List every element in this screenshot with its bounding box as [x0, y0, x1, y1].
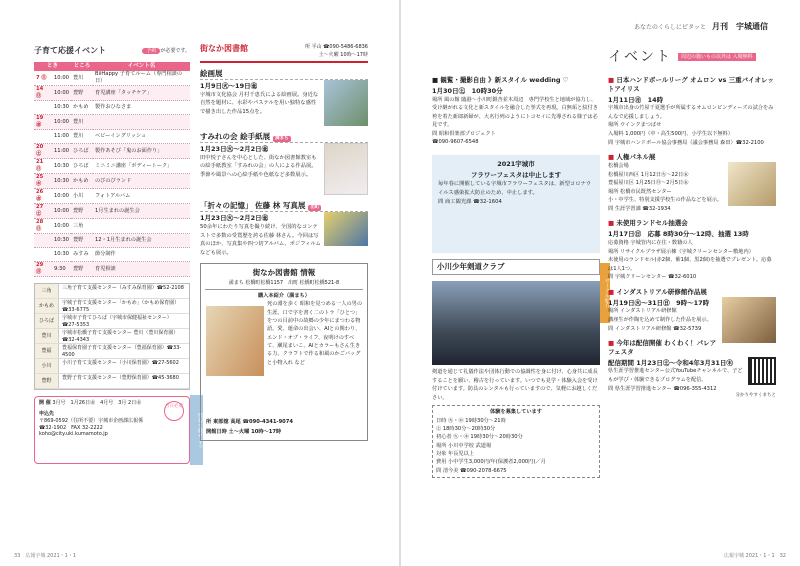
- table-header-cell: イベント名: [93, 62, 190, 71]
- contact-box: [34, 396, 203, 464]
- table-cell: かもめ: [71, 101, 93, 115]
- submit-info-tab: 情報を載せよう: [190, 395, 203, 465]
- qr-label: 分かりやすくまちと: [735, 393, 776, 399]
- table-cell: 29 ㊊: [34, 262, 52, 277]
- event-line: 小・中学生、特別支援学校生の作品などを展示。: [608, 197, 723, 204]
- table-cell: のびのびランド: [93, 174, 190, 189]
- center-row: [35, 329, 189, 344]
- contact-kaisai: 開 催: [39, 400, 51, 407]
- event-line: 豊福屋川区 1月25日㊊～2月5日㊎: [608, 180, 689, 187]
- kendo-tel: 問 清今美 ☎090-2078-6675: [436, 467, 507, 474]
- spacer: [432, 44, 600, 70]
- library-box-title: 街なか図書館 情報: [252, 268, 316, 278]
- event-line: 松橋会場: [608, 162, 629, 169]
- library-item: [200, 201, 368, 257]
- library-hours: 土～火曜 10時～17時: [318, 51, 368, 58]
- event-list: [608, 76, 776, 393]
- wedding-date: 1月30日㊏ 10時30分: [432, 86, 503, 95]
- library-item: [200, 69, 368, 126]
- flower-festa-panel: [432, 155, 600, 253]
- center-value: 宇城市松橋子育て支援センター 豊川（豊川保育園）☎32-4343: [62, 330, 179, 344]
- table-cell: 製作あそび「鬼のお面作り」: [93, 144, 190, 159]
- event-item: [608, 288, 776, 333]
- event-title-bar: [608, 44, 776, 70]
- wedding-item: [432, 76, 600, 147]
- table-row: [34, 159, 190, 174]
- table-cell: [34, 130, 52, 144]
- event-line: 問 宇城クリーンセンター ☎32-6010: [608, 274, 697, 281]
- center-value: 三角子育て支援センター（みすみ保育園）☎52-2108: [62, 285, 184, 292]
- event-line: 問 宇城市ハンドボール協会事務局（議会事務局 森田）☎32-2100: [608, 139, 764, 146]
- right-column-b: [608, 44, 776, 399]
- center-key: 豊川: [35, 329, 59, 343]
- wedding-head: ■ 観覧・撮影自由 》新スタイル wedding ♡: [432, 76, 569, 84]
- table-cell: ひろば: [71, 144, 93, 159]
- table-cell: 育児講座「タッチケア」: [93, 86, 190, 101]
- table-cell: 三角: [71, 219, 93, 234]
- event-table-header: [34, 62, 190, 71]
- event-table: [34, 62, 190, 277]
- table-cell: みすみ: [71, 248, 93, 262]
- exhibit-photo: [324, 212, 368, 246]
- library-items: [200, 69, 368, 257]
- table-cell: ベビーイングリッシュ: [93, 130, 190, 144]
- kendo-title: 小川少年剣道クラブ: [432, 259, 600, 275]
- table-cell: 10:00: [52, 189, 71, 204]
- center-key: 豊野: [35, 374, 59, 388]
- event-line: 県生涯学習推進センター公式YouTubeチャンネルで、子どもが学び・体験できるプログラムを配信。: [608, 368, 743, 383]
- table-cell: 10:30: [52, 234, 71, 248]
- kendo-text: 剣道を通じて礼儀作法や団体行動での協調性を身に付け、心身共に成長することを願い、稽古を行っています。いつでも見学・体験入会を受け付けています。防具のレンタルも行っていますので、気軽にお越しください。: [432, 369, 598, 401]
- flower-tel: 問 商工観光課 ☎32-1604: [438, 198, 502, 205]
- table-row: [34, 144, 190, 159]
- table-cell: 小川: [71, 189, 93, 204]
- event-line: 応募資格 宇城管内に在住・数籍の人: [608, 239, 693, 246]
- deadline-stamp: 当日必着: [164, 401, 184, 421]
- table-cell: [34, 101, 52, 115]
- kendo-target: 対象 年長児以上: [436, 451, 474, 457]
- event-line: 講座生が作陶を込めて制作した作品を展示。: [608, 316, 712, 323]
- center-row: [35, 344, 189, 359]
- table-cell: [34, 234, 52, 248]
- table-cell: 11:00: [52, 144, 71, 159]
- library-item-title: すみれの会 絵手紙展 満まち: [200, 132, 368, 143]
- event-photo: [728, 162, 776, 206]
- event-photo: [722, 297, 776, 343]
- table-cell: 9:30: [52, 262, 71, 277]
- table-row: [34, 234, 190, 248]
- table-cell: 26 ㊎: [34, 189, 52, 204]
- table-header-cell: とき: [34, 62, 71, 71]
- event-line: 宇城市出身の竹屋千夏選手が所属するオムロンピンディーズの試合をみんなで応援しましょう。: [608, 105, 774, 120]
- library-item-date: 1月23日㊋～2月2日㊎: [200, 214, 269, 223]
- library-phone: 所 平山 ☎090-5486-6836: [304, 44, 368, 50]
- table-cell: 10:30: [52, 174, 71, 189]
- flower-title-1: 2021宇城市: [497, 160, 535, 168]
- event-heading: ■ 人権パネル展: [608, 153, 776, 162]
- center-row: [35, 299, 189, 314]
- event-title: イベント: [608, 48, 672, 65]
- event-item: [608, 219, 776, 281]
- header-title: 月刊 宇城通信: [712, 22, 768, 31]
- childcare-title: 子育て応援イベント: [34, 45, 106, 55]
- library-box-text: 死の淵を歩く 昭和を見つめる一人の男の生涯。口で字を書く二のトラ「ひとつ」をつの目前中の故郷の少年にまつわる物語。愛、運命の出会い、AIとの関わり、エンド・オブ・ライフ、夜明けのすべて、瀬尾まいこ、AIとカラーもさん生きる力、クラフトで作る和風のかごバッグと小物入れ など: [267, 301, 363, 366]
- event-item: [608, 339, 776, 393]
- table-cell: 10:30: [52, 159, 71, 174]
- library-item-date: 1月23日㊋～2月2日㊎: [200, 145, 269, 154]
- table-row: [34, 71, 190, 86]
- event-date: 1月11日㊊ 14時: [608, 95, 664, 104]
- center-row: [35, 284, 189, 299]
- event-heading: ■ 未使用ランドセル抽選会: [608, 219, 776, 228]
- library-info-box: [200, 263, 368, 441]
- kendo-fee: 費用 小中学生3,000円/年(保護者2,000円)／月: [436, 459, 546, 466]
- table-cell: BiiHappy 子育てルーム（専門相談の日）: [93, 71, 190, 86]
- table-cell: [93, 115, 190, 130]
- event-line: 未使用のランドセル(赤2個、紫1個、黒2個)を抽選でプレゼント。応募は1人1つ。: [608, 257, 772, 272]
- table-cell: 10:00: [52, 204, 71, 219]
- table-cell: 豊川: [71, 71, 93, 86]
- table-cell: 21 ㊐: [34, 159, 52, 174]
- left-page-number: 33 広報宇城 2021・1・1: [14, 553, 77, 560]
- table-row: [34, 204, 190, 219]
- contact-mail[interactable]: koho@city.uki.kumamoto.jp: [39, 431, 108, 438]
- table-cell: ひろば: [71, 159, 93, 174]
- library-header: [200, 44, 368, 63]
- qr-code-icon: [748, 357, 776, 385]
- table-row: [34, 174, 190, 189]
- table-cell: 豊野: [71, 262, 93, 277]
- table-cell: 12・1月生まれの誕生会: [93, 234, 190, 248]
- table-cell: 28 ㊐: [34, 219, 52, 234]
- table-cell: 10:30: [52, 248, 71, 262]
- center-key: ひろば: [35, 314, 59, 328]
- event-line: 問 県生涯学習推進センター ☎096-355-4312: [608, 385, 717, 392]
- table-cell: 豊川: [71, 130, 93, 144]
- table-row: [34, 248, 190, 262]
- header-sub: あなたのくらしにピタッと: [633, 24, 706, 31]
- table-row: [34, 115, 190, 130]
- kendo-section: [432, 259, 610, 478]
- center-row: [35, 374, 189, 389]
- book-cover-image: [206, 306, 264, 376]
- event-line: 松橋屋川西区 1月12日㊋～22日㊎: [608, 171, 689, 178]
- table-cell: 1月生まれの誕生会: [93, 204, 190, 219]
- library-item-title: 「折々の記憶」 佐藤 林 写真展 出町: [200, 201, 368, 212]
- table-cell: 豊野: [71, 86, 93, 101]
- table-cell: 19 ㊎: [34, 115, 52, 130]
- center-value: 小川子育て支援センター（小川保育園）☎27-5602: [62, 360, 179, 367]
- contact-schedule-row: [39, 400, 185, 407]
- kendo-schedule: [432, 405, 600, 478]
- table-row: [34, 86, 190, 101]
- right-column-a: [432, 44, 610, 478]
- contact-address: 〒869-0592（住所不要）宇城市企画課広報係: [39, 417, 144, 424]
- library-item-tag: 満まち: [275, 136, 289, 142]
- library-item-date: 1月9日㊋～19日㊎: [200, 82, 258, 91]
- library-item-text: 田中悦子さんを中心とした、街なか図書館教室もの絵手紙教室「すみれの会」の人による作品展。季節や風景への心絵手紙や色紙など多数展示。: [200, 155, 317, 178]
- table-row: [34, 101, 190, 115]
- table-cell: フォトアルバム: [93, 189, 190, 204]
- table-cell: 10:00: [52, 86, 71, 101]
- center-row: [35, 314, 189, 329]
- table-row: [34, 130, 190, 144]
- flower-text: 毎年春に開催している宇城市フラワーフェスタは、新型コロナウイルス感染拡大防止のため、中止します。: [438, 181, 592, 197]
- event-heading: ■ 日本ハンドボールリーグ オムロン vs 三重バイオレットアイリス: [608, 76, 776, 94]
- kendo-group-photo: [432, 281, 600, 365]
- flower-title-2: フラワーフェスタは中止します: [470, 170, 562, 179]
- table-cell: 25 ㊍: [34, 174, 52, 189]
- library-info: [305, 44, 368, 59]
- right-header: [634, 22, 768, 33]
- center-list: [34, 283, 190, 390]
- center-value: 豊福保育園子育て支援センター（豊福保育園）☎33-4500: [62, 345, 182, 359]
- table-row: [34, 219, 190, 234]
- event-line: 場所 インダストリアル研修館: [608, 308, 677, 315]
- table-cell: 20 ㊏: [34, 144, 52, 159]
- event-heading: ■ インダストリアル研修館作品展: [608, 288, 776, 297]
- table-cell: かもめ: [71, 174, 93, 189]
- event-line: 問 生涯学習課 ☎32-1934: [608, 205, 671, 212]
- center-key: 三角: [35, 284, 59, 298]
- table-cell: 10:30: [52, 101, 71, 115]
- center-value: 豊野子育て支援センター（豊野保育園）☎45-3680: [62, 375, 179, 382]
- library-column: [200, 44, 368, 441]
- table-row: [34, 189, 190, 204]
- table-cell: 製作おひなさま: [93, 101, 190, 115]
- library-box-subtitle: 購入本紹介（満まち）: [258, 293, 310, 300]
- contact-schedule: 3月号 1月26日㊎ 4月号 3月 2日㊎: [52, 400, 142, 407]
- library-owner: 所 東部舘 高尾 ☎090-4341-9074: [206, 418, 294, 425]
- event-date: 1月19日㊋～31日㊐ 9時～17時: [608, 298, 710, 307]
- kendo-sch-2: ㊏ 18時30分～20時30分: [436, 426, 496, 433]
- right-page: [400, 0, 800, 566]
- event-line: 問 インダストリアル研修館 ☎32-5739: [608, 325, 702, 332]
- event-heading: ■ 今年は配信開催 わくわく！パレアフェスタ: [608, 339, 776, 357]
- childcare-column: [34, 44, 203, 464]
- table-cell: ミニミニ講座「ボディートーク」: [93, 159, 190, 174]
- table-row: [34, 262, 190, 277]
- table-cell: 豊野: [71, 204, 93, 219]
- event-line: 場所 松橋市民既然センター: [608, 188, 672, 195]
- table-cell: 14 ㊐: [34, 86, 52, 101]
- event-line: 場所 ウインクまつばせ: [608, 122, 662, 129]
- exhibit-photo: [324, 143, 368, 195]
- kendo-place: 場所 小川中学校 武道場: [436, 442, 492, 449]
- table-cell: 節分制作: [93, 248, 190, 262]
- library-open-hours: 開館日時 土～火曜 10時～17時: [206, 428, 282, 435]
- library-item-text: 50余年にわたり写真を撮り続け、全国的なコンテストで多数の受賞歴を誇る佐藤 林さん。今回は写真のほか、写真集や四つ切アルバム、ポジフィルムなども展示。: [200, 224, 321, 256]
- contact-tel: ☎32-1902 FAX 32-2222: [39, 424, 103, 431]
- library-box-sub: 満まち 松橋町松橋1157 出町 松橋町松橋521-8: [205, 279, 363, 290]
- kendo-sch-3: 初心者 ㊋・㊍ 19時30分～20時30分: [436, 434, 523, 441]
- badge-wrap: [142, 48, 190, 55]
- event-line: 入場料 1,000円（中・高生500円、小学生以下無料）: [608, 131, 733, 138]
- center-key: かもめ: [35, 299, 59, 313]
- table-cell: 27 ㊏: [34, 204, 52, 219]
- library-item-tag: 出町: [310, 205, 320, 211]
- table-cell: [34, 248, 52, 262]
- table-cell: 11:00: [52, 130, 71, 144]
- center-key: 小川: [35, 359, 59, 373]
- table-cell: 豊野: [71, 234, 93, 248]
- kendo-sch-1: 日時 ㊋・㊍ 19時30分～21時: [436, 417, 506, 424]
- kendo-sch-title: 体験を募集しています: [490, 409, 542, 416]
- center-value: 宇城子育て支援センター「かもめ」（かもめ保育園）☎33-6775: [62, 300, 180, 314]
- circle-intro-strip: サークル紹介: [600, 263, 610, 323]
- contact-apply-label: 申込先: [39, 411, 55, 418]
- exhibit-photo: [324, 80, 368, 126]
- event-item: [608, 153, 776, 213]
- table-cell: 10:00: [52, 219, 71, 234]
- table-cell: 7 ㊐: [34, 71, 52, 86]
- library-item: [200, 132, 368, 195]
- center-key: 豊福: [35, 344, 59, 358]
- library-item-title: 絵画展: [200, 69, 368, 80]
- event-table-body: [34, 71, 190, 277]
- table-cell: 豊川: [71, 115, 93, 130]
- table-cell: 10:00: [52, 71, 71, 86]
- table-cell: 10:00: [52, 115, 71, 130]
- reservation-badge: 予約: [142, 48, 160, 54]
- badge-note: が必要です。: [160, 47, 190, 54]
- event-date: 1月17日㊐ 応募 8時30分～12時、抽選 13時: [608, 230, 749, 239]
- library-item-text: 宇城市文化協会 月村千恵氏による絵画展。身近な自然を題材に、水彩やパステルを用い独特な感性で描き出した作品15点を。: [200, 91, 319, 115]
- childcare-title-bar: [34, 44, 190, 58]
- table-header-cell: ところ: [71, 62, 93, 71]
- wedding-text: 場所 風の館 臨港～小川町銀杏並木周辺 専門学校生と地域が協力し、受け継がれる文化と新スタイルを融合した挙式を再現。白無垢と紋付き袴を着た新郎新婦が、大名行列のようにトコセイに先導される様子は必見です。: [432, 96, 598, 129]
- event-line: 場所 リサイクルプラザ展示棟（宇城クリーンセンター敷地内）: [608, 248, 754, 255]
- center-row: [35, 359, 189, 374]
- event-badge: 周辺の施いもの以外は 入場無料: [678, 53, 756, 62]
- wedding-org: 問 昭和倶楽部プロジェクト: [432, 130, 496, 137]
- table-cell: 育児相談: [93, 262, 190, 277]
- wedding-tel: ☎090-9607-6548: [432, 139, 479, 146]
- center-value: 宇城市子育てひろば（宇城市保健福祉センター）☎27-5353: [62, 315, 172, 329]
- right-page-number: 広報宇城 2021・1・1 32: [723, 553, 786, 560]
- table-cell: [93, 219, 190, 234]
- event-date: 配信期間 1月23日㊏～令和4年3月31日㊍: [608, 358, 733, 367]
- library-title: 街なか図書館: [200, 44, 248, 53]
- event-item: [608, 76, 776, 147]
